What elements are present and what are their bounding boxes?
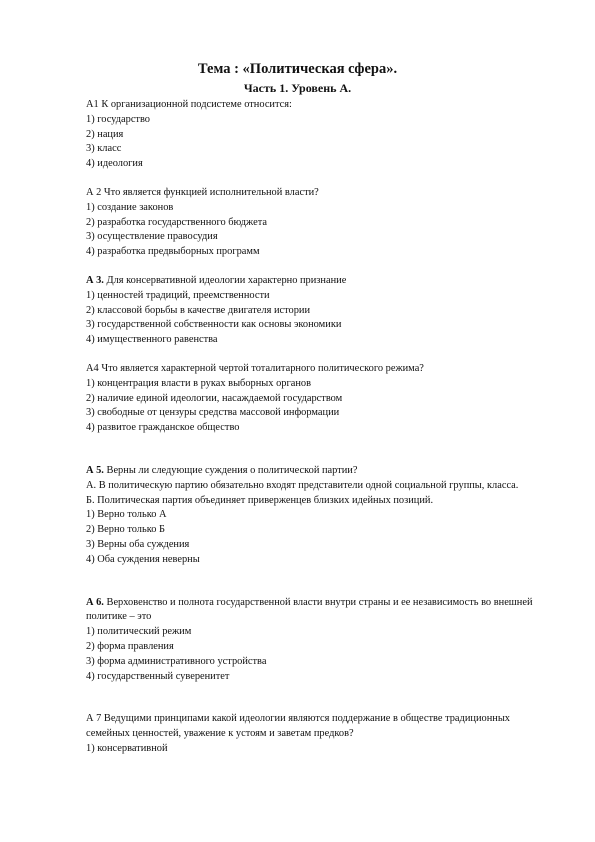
question-6-number: А 6.: [86, 596, 104, 608]
question-5: [86, 464, 552, 568]
question-5-statement-b: Б. Политическая партия объединяет приверженцев близких идейных позиций.: [86, 494, 434, 506]
page-subtitle: Часть 1. Уровень А.: [243, 81, 352, 95]
question-2: [86, 186, 552, 260]
question-3-option-1: 1) ценностей традиций, преемственности: [86, 289, 270, 301]
question-6-option-2: 2) форма правления: [86, 640, 174, 652]
question-2-option-2: 2) разработка государственного бюджета: [86, 216, 267, 228]
question-1-number: А1: [86, 99, 99, 110]
question-7-heading: [86, 712, 552, 742]
question-3-heading: [86, 274, 552, 289]
question-6-text: Верховенство и полнота государственной власти внутри страны и ее независимость во внешней политике – это: [86, 596, 533, 623]
question-6: [86, 596, 552, 685]
question-4-option-3: 3) свободные от цензуры средства массовой информации: [86, 407, 340, 419]
question-6-option-4: 4) государственный суверенитет: [86, 670, 230, 682]
question-2-heading: [86, 186, 552, 201]
question-5-option-1: 1) Верно только А: [86, 509, 167, 521]
question-3-option-2: 2) классовой борьбы в качестве двигателя истории: [86, 304, 311, 316]
question-4-text: Что является характерной чертой тоталитарного политического режима?: [101, 362, 424, 374]
question-1-option-4: 4) идеология: [86, 158, 143, 170]
question-1-option-3: 3) класс: [86, 143, 122, 155]
question-5-option-4: 4) Оба суждения неверны: [86, 553, 200, 565]
question-6-option-3: 3) форма административного устройства: [86, 655, 267, 667]
question-7-option-1: 1) консервативной: [86, 742, 168, 754]
question-3-number: А 3.: [86, 274, 104, 286]
question-4-heading: [86, 362, 552, 377]
question-6-option-1: 1) политический режим: [86, 626, 192, 638]
question-1: [86, 98, 552, 172]
question-6-heading: [86, 596, 552, 626]
question-4-option-2: 2) наличие единой идеологии, насаждаемой государством: [86, 392, 343, 404]
question-3-option-4: 4) имущественного равенства: [86, 334, 218, 346]
question-7-text: Ведущими принципами какой идеологии являются поддержание в обществе традиционных семейных ценностей, уважение к устоям и заветам предков?: [86, 713, 511, 740]
question-4-option-1: 1) концентрация власти в руках выборных органов: [86, 377, 311, 389]
question-5-option-2: 2) Верно только Б: [86, 524, 166, 536]
question-4-option-4: 4) развитое гражданское общество: [86, 422, 240, 434]
question-5-option-3: 3) Верны оба суждения: [86, 538, 190, 550]
question-7: [86, 712, 552, 756]
question-1-option-1: 1) государство: [86, 113, 151, 125]
question-7-number: А 7: [86, 713, 102, 725]
question-5-statement-a: А. В политическую партию обязательно входят представители одной социальной группы, класса.: [86, 479, 519, 491]
question-2-option-4: 4) разработка предвыборных программ: [86, 246, 260, 258]
question-3-text: Для консервативной идеологии характерно признание: [106, 274, 347, 286]
question-3-option-3: 3) государственной собственности как основы экономики: [86, 319, 342, 331]
page-title: Тема : «Политическая сфера».: [197, 61, 398, 77]
question-3: [86, 274, 552, 348]
question-2-option-1: 1) создание законов: [86, 201, 174, 213]
question-1-option-2: 2) нация: [86, 128, 124, 140]
question-2-option-3: 3) осуществление правосудия: [86, 231, 218, 243]
question-5-heading: [86, 464, 552, 479]
question-1-text: К организационной подсистеме относится:: [101, 99, 292, 110]
question-4: [86, 362, 552, 436]
questions-list: [86, 98, 552, 757]
question-5-number: А 5.: [86, 464, 104, 476]
question-5-text: Верны ли следующие суждения о политической партии?: [106, 464, 358, 476]
question-1-heading: [86, 98, 552, 113]
question-4-number: А4: [86, 362, 99, 374]
question-2-text: Что является функцией исполнительной власти?: [103, 186, 319, 198]
question-2-number: А 2: [86, 186, 102, 198]
